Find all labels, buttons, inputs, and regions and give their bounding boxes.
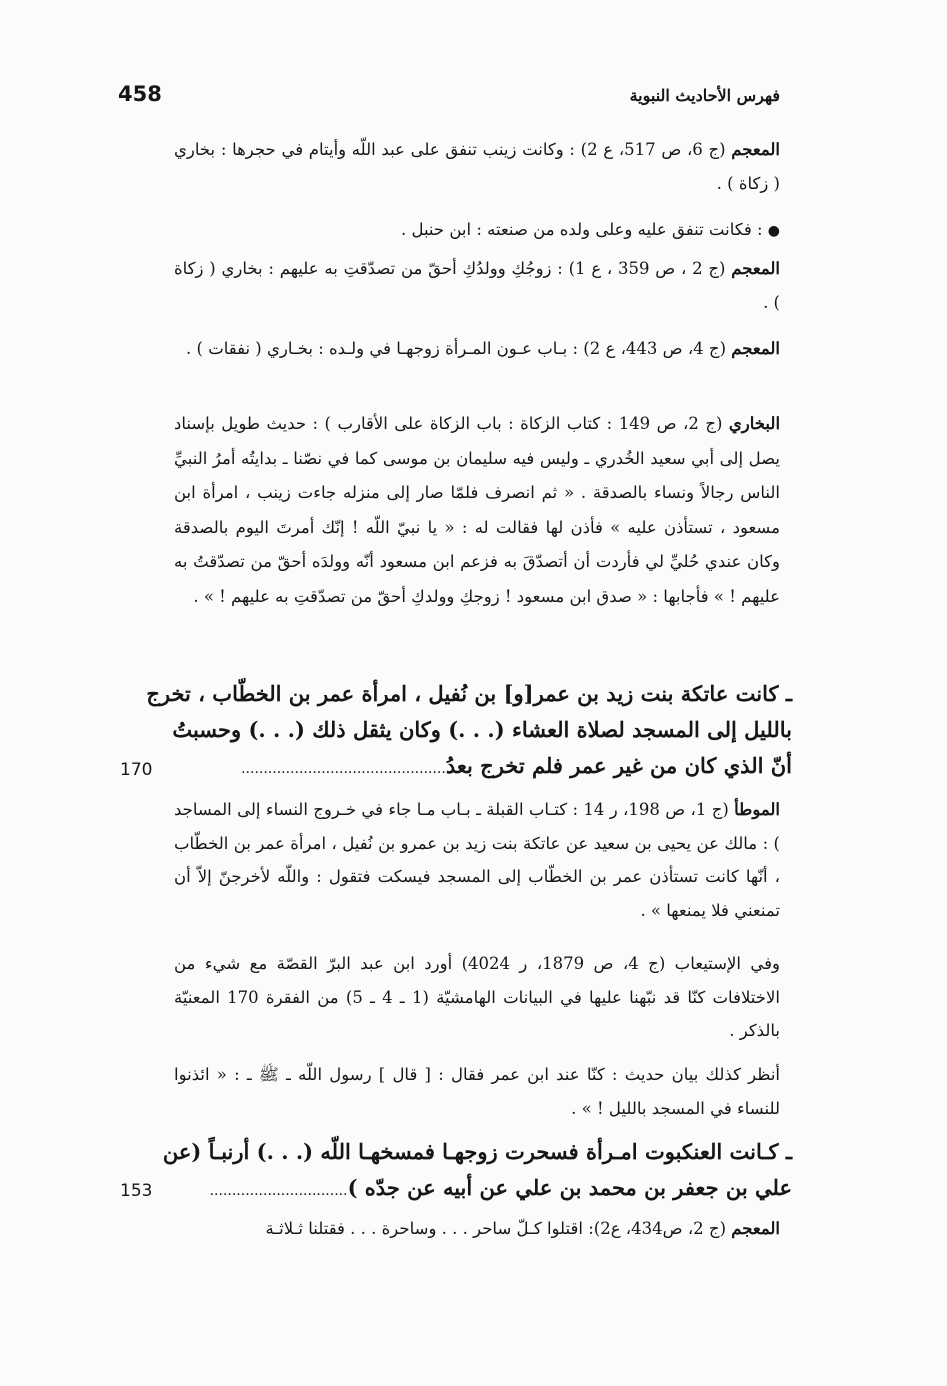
- hadith-line-text: أنّ الذي كان من غير عمر فلم تخرج بعدُ: [445, 753, 792, 778]
- note-paragraph: [174, 947, 780, 1048]
- hadith-entry: [146, 676, 792, 787]
- reference-text: (ج 1، ص 198، ر 14 : كتـاب القبلة ـ بـاب مـا جاء في خـروج النساء إلى المساجد ) : مالك عن يحيى بن سعيد عن عاتكة بنت زيد بن عمرو بن نُفيل ، امرأة عمر بن الخطّاب ، أنّها كانت تستأذن عمر بن الخطّاب إلى المسجد فيسكت فتقول : واللّه لأخرجنّ إلاّ أن تمنعني فلا يمنعها » .: [174, 800, 780, 920]
- page-number: 458: [118, 82, 162, 106]
- reference-text: (ج 2، ص434، ع2): اقتلوا كـلّ ساحر . . . وساحرة . . . فقتلنا ثـلاثـة: [265, 1219, 732, 1238]
- hadith-line: [174, 1170, 792, 1209]
- hadith-line: ـ كـانت العنكبوت امـرأة فسحرت زوجهـا فمسخهـا اللّه (. . .) أرنبـاً (عن: [162, 1139, 792, 1164]
- hadith-line: بالليل إلى المسجد لصلاة العشاء (. . .) وكان يثقل ذلك (. . .) وحسبتُ: [172, 717, 792, 742]
- hadith-line: ـ كانت عاتكة بنت زيد بن عمر[و] بن نُفيل ، امرأة عمر بن الخطّاب ، تخرج: [146, 681, 792, 706]
- source-name: المعجم: [731, 140, 780, 159]
- running-title: فهرس الأحاديث النبوية: [629, 86, 780, 105]
- reference-text: (ج 4، ص 443، ع 2) : بـاب عـون المـرأة زوجهـا في ولـده : بخـاري ( نفقات ) .: [186, 339, 732, 358]
- source-name: المعجم: [731, 1219, 780, 1238]
- reference-paragraph: [174, 793, 780, 927]
- variant-text: : فكانت تنفق عليه وعلى ولده من صنعته : ابن حنبل .: [400, 220, 768, 239]
- leader-dots: ...............................: [209, 1183, 348, 1199]
- bullet-icon: ●: [767, 223, 780, 239]
- reference-text: (ج 2 ، ص 359 ، ع 1) : زوجُكِ وولدُكِ أحقّ من تصدّقتِ به عليهم : بخاري ( زكاة ) .: [174, 259, 780, 312]
- reference-paragraph: [174, 133, 780, 200]
- reference-paragraph: [174, 332, 780, 366]
- hadith-number: 170: [120, 760, 153, 780]
- hadith-entry: [162, 1134, 792, 1209]
- source-name: البخاري: [728, 414, 781, 433]
- note-paragraph: [174, 1058, 780, 1125]
- hadith-line: [174, 748, 792, 787]
- reference-paragraph: [174, 407, 780, 614]
- reference-paragraph: [174, 252, 780, 319]
- variant-paragraph: [174, 213, 780, 249]
- reference-paragraph: [174, 1212, 780, 1246]
- leader-dots: ..............................................: [241, 761, 446, 777]
- note-text: وفي الإستيعاب (ج 4، ص 1879، ر 4024) أورد ابن عبد البرّ القصّة مع شيء من الاختلافات كنّا قد نبّهنا عليها في البيانات الهامشيّة (1 ـ 4 ـ 5) من الفقرة 170 المعنيّة بالذكر .: [174, 954, 780, 1040]
- source-name: الموطأ: [734, 800, 780, 819]
- reference-text: (ج 6، ص 517، ع 2) : وكانت زينب تنفق على عبد اللّه وأيتام في حجرها : بخاري ( زكاة ) .: [174, 140, 780, 193]
- hadith-line-text: علي بن جعفر بن محمد بن علي عن أبيه عن جدّه ): [347, 1175, 792, 1200]
- source-name: المعجم: [731, 339, 780, 358]
- note-text: أنظر كذلك بيان حديث : كنّا عند ابن عمر فقال : [ قال ] رسول اللّه ـ ﷺ ـ : « ائذنوا للنساء في المسجد بالليل ! » .: [174, 1065, 780, 1118]
- reference-text: (ج 2، ص 149 : كتاب الزكاة : باب الزكاة على الأقارب ) : حديث طويل بإسناد يصل إلى أبي سعيد الخُدري ـ وليس فيه سليمان بن موسى كما في نصّنا ـ بدايتُه أمرُ النبيِّ الناس رجالاً ونساء بالصدقة . « ثم انصرف فلمّا صار إلى منزله جاءت زينب ، امرأة ابن مسعود ، تستأذن عليه » فأذن لها فقالت له : « يا نبيّ اللّه ! إنّك أمرتَ اليوم بالصدقة وكان عندي حُليِّ لي فأردت أن أتصدّقَ به فزعم ابن مسعود أنّه وولدَه أحقّ من تصدّقتُ به عليهم ! » فأجابها : « صدق ابن مسعود ! زوجكِ وولدكِ أحقّ من تصدّقتِ به عليهم ! » .: [174, 414, 780, 606]
- source-name: المعجم: [731, 259, 781, 278]
- hadith-number: 153: [120, 1181, 153, 1201]
